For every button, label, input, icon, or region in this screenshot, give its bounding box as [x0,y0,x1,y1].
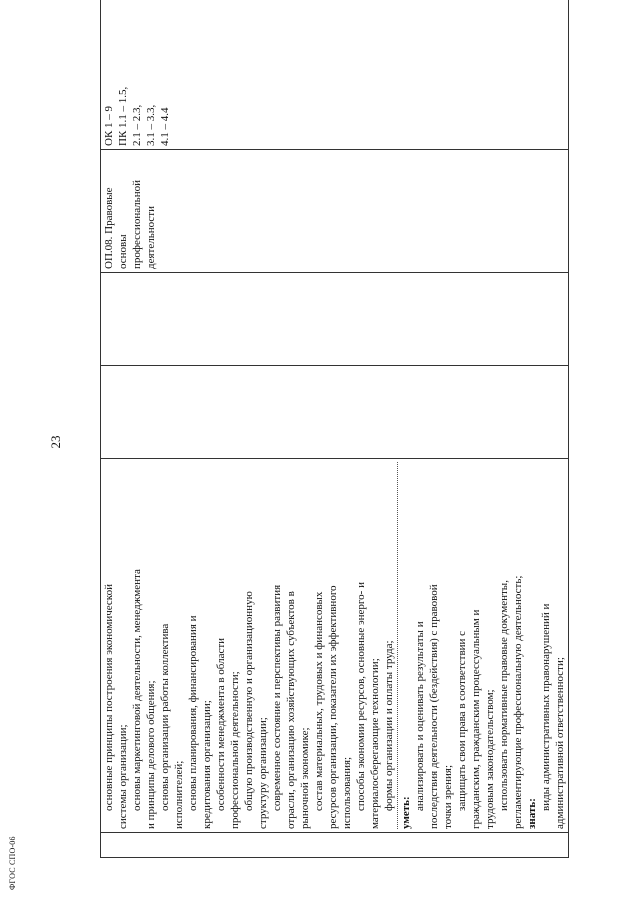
skill-line: использовать нормативные правовые документы, [498,580,510,811]
knowledge-line: способы экономии ресурсов, основные энерго- и [355,582,367,811]
footer-code-text: ФГОС СПО-06 [8,836,17,890]
knowledge-line: профессиональной деятельности; [229,671,241,829]
skill-line: последствия деятельности (бездействия) с правовой [428,584,440,829]
competency-code: ПК 1.1 – 1.5, [117,86,129,146]
knowledge-line: основные принципы построения экономической [103,584,115,811]
hours-max-cell [101,366,569,459]
competency-list [102,0,172,146]
knowledge-line: отрасли, организацию хозяйствующих субъектов в [285,591,297,829]
know-line: административной ответственности; [554,657,566,829]
knowledge-line: особенности менеджмента в области [215,637,227,811]
knowledge-line: системы организации; [117,724,129,829]
skills-label: уметь: [400,796,412,829]
knowledge-line: рыночной экономике; [299,727,311,829]
knowledge-line: общую производственную и организационную [243,591,255,811]
skill-line: гражданским, гражданским процессуальным и [470,609,482,829]
skill-line: точки зрения; [442,764,454,829]
skill-line: регламентирующие профессиональную деятельность; [512,575,524,829]
knowledge-line: основы организации работы коллектива [159,623,171,811]
curriculum-table [100,0,569,858]
knowledge-line: основы планирования, финансирования и [187,615,199,811]
competency-code: 3.1 – 3.3, [145,104,157,146]
knowledge-line: формы организации и оплаты труда; [383,640,395,811]
knowledge-line: кредитования организации; [201,700,213,829]
know-label: знать: [526,798,538,829]
knowledge-line: структуру организации; [257,717,269,829]
skills-section [397,462,567,829]
skills-list [413,462,525,829]
page-number: 23 [48,435,63,449]
table-row [101,0,569,858]
competency-code: 4.1 – 4.4 [159,107,171,146]
skill-line: защищать свои права в соответствии с [456,630,468,811]
rotated-table-container [100,13,566,858]
index-cell [101,833,569,858]
skill-line: анализировать и оценивать результаты и [414,621,426,811]
know-list [539,462,567,829]
knowledge-line: материалосберегающие технологии; [369,658,381,829]
skill-line: трудовым законодательством; [484,689,496,829]
hours-class-cell [101,273,569,366]
knowledge-line: и принципы делового общения; [145,680,157,829]
knowledge-line: основы маркетинговой деятельности, менеджмента [131,569,143,811]
discipline-name: ОП.08. Правовые основы профессиональной деятельности [103,180,157,269]
competencies-cell [101,0,569,150]
knowledge-list [102,462,396,829]
know-line: виды административных правонарушений и [540,603,552,811]
competency-code: 2.1 – 2.3, [131,104,143,146]
discipline-cell [101,150,569,273]
knowledge-line: состав материальных, трудовых и финансовых [313,591,325,811]
knowledge-line: ресурсов организации, показатели их эффективного [327,585,339,829]
content-cell [101,459,569,833]
knowledge-line: исполнителей; [173,760,185,829]
knowledge-line: использования; [341,756,353,829]
knowledge-line: современное состояние и перспективы развития [271,584,283,811]
competency-code: ОК 1 – 9 [103,105,115,146]
